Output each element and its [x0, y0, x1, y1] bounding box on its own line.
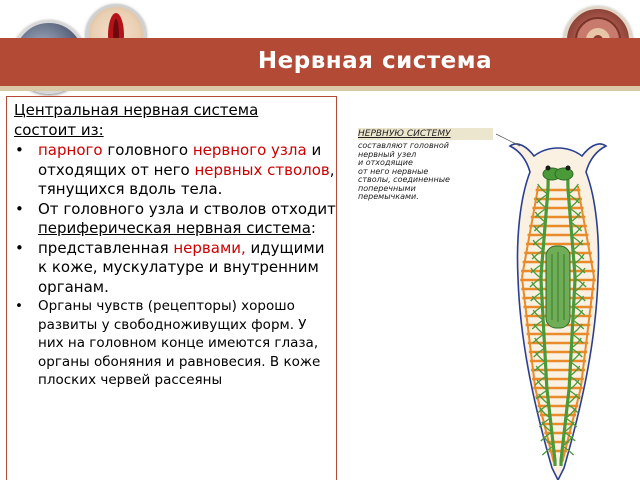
bullet-item-4: [14, 239, 336, 298]
caption-pointer: [496, 134, 520, 146]
flatworm-figure: [358, 128, 630, 480]
bullet-text: идущими к коже, мускулатуре и внутренним органам.: [38, 238, 325, 296]
pharynx: [546, 246, 570, 328]
caption-line: и отходящие: [358, 158, 413, 167]
bullet-item-5: [14, 297, 336, 390]
bullet-text: отходящих от него: [38, 160, 195, 179]
caption-line: поперечными: [358, 183, 416, 193]
bullet-text: , тянущихся вдоль тела.: [38, 160, 335, 198]
bullet-text: нервного узла: [192, 141, 307, 159]
banner-strip: [0, 86, 640, 91]
caption-line: перемычками.: [358, 192, 419, 201]
bullet-list: [14, 141, 336, 390]
bullet-text: От головного узла и стволов отходит: [38, 199, 336, 218]
text-panel: [6, 96, 337, 480]
caption-line: нервный узел: [358, 149, 417, 159]
bullet-text: головного: [102, 141, 193, 159]
bullet-text: и: [306, 141, 322, 159]
intro-line-1: Центральная нервная система: [14, 101, 259, 119]
bullet-marker: •: [15, 298, 23, 314]
bullet-text: периферическая нервная система: [38, 219, 311, 237]
caption-line: от него нервные: [358, 166, 429, 176]
intro-line-2: состоит из:: [14, 120, 104, 139]
figure-caption-heading: НЕРВНУЮ СИСТЕМУ: [358, 128, 493, 140]
caption-line: стволы, соединенные: [358, 175, 450, 184]
bullet-item-2: [14, 161, 336, 200]
flatworm-diagram: [358, 128, 630, 480]
slide-title: Нервная система: [257, 48, 493, 74]
caption-line: составляют головной: [358, 141, 449, 150]
bullet-text: нервами,: [173, 238, 246, 257]
bullet-marker: •: [15, 141, 24, 159]
bullet-text: Органы чувств (рецепторы) хорошо развиты у свободноживущих форм. У них на головном конце имеются глаза, органы обоняния и равновесия. В коже плоских червей рассеяны: [38, 298, 321, 388]
bullet-text: :: [310, 219, 316, 237]
bullet-marker: •: [15, 199, 24, 218]
intro-heading: [14, 101, 336, 140]
text-content: [14, 101, 336, 390]
bullet-text: нервных стволов: [194, 160, 330, 179]
bullet-text: парного: [38, 141, 103, 159]
bullet-text: представленная: [38, 238, 174, 257]
bullet-item-3: [14, 200, 336, 239]
bullet-marker: •: [15, 238, 24, 257]
bullet-item-1: [14, 141, 336, 161]
